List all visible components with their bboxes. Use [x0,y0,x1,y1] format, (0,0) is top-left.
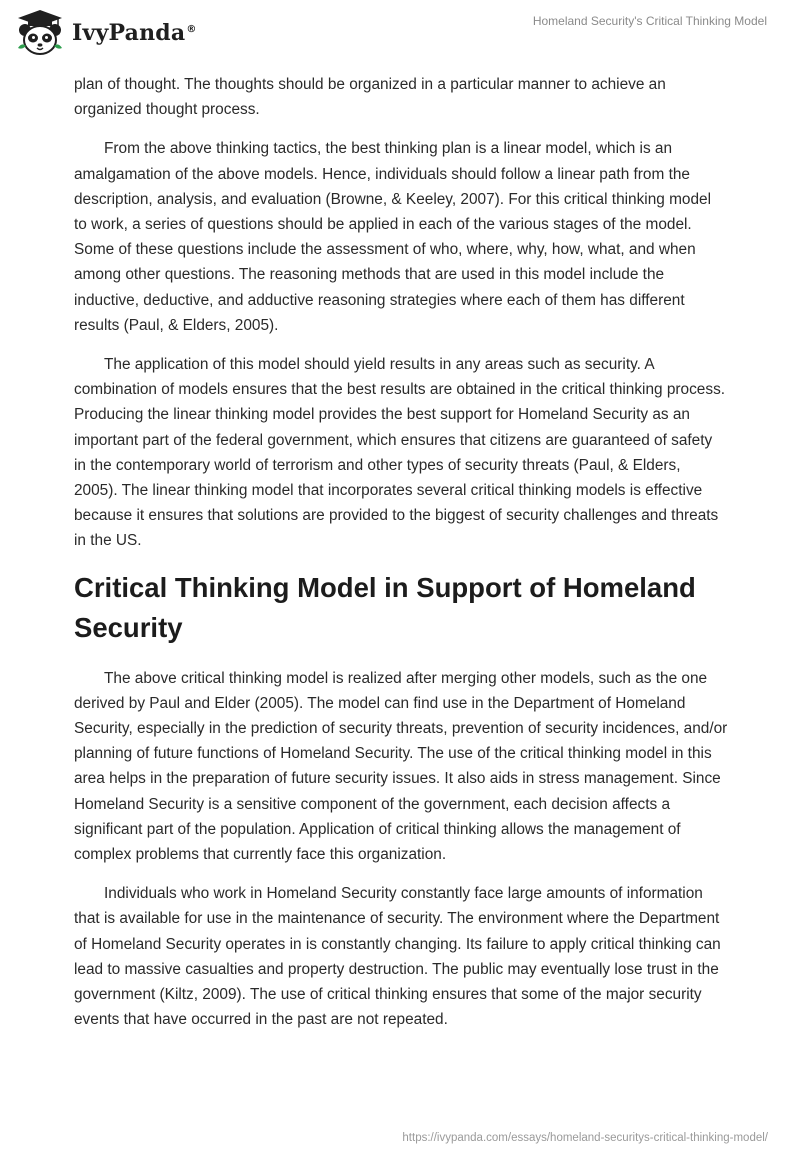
paragraph: The application of this model should yield results in any areas such as security. A combination of models ensures that the best results are obtained in the critical thinking process. Producing the linear thinking model provides the best support for Homeland Security as an important part of the federal government, which ensures that citizens are guaranteed of safety in the contemporary world of terrorism and other types of security threats (Paul, & Elders, 2005). The linear thinking model that incorporates several critical thinking models is effective because it ensures that solutions are provided to the biggest of security challenges and threats in the US. [74,356,726,550]
paragraph: Individuals who work in Homeland Security constantly face large amounts of information that is available for use in the maintenance of security. The environment where the Department of Homeland Security operates in is constantly changing. Its failure to apply critical thinking can lead to massive casualties and property destruction. The public may eventually lose trust in the government (Kiltz, 2009). The use of critical thinking ensures that some of the major security events that have occurred in the past are not repeated. [74,885,721,1029]
section-heading: Critical Thinking Model in Support of Homeland Security [74,571,696,643]
paragraph: The above critical thinking model is realized after merging other models, such as the one derived by Paul and Elder (2005). The model can find use in the Department of Homeland Security, especially in the prediction of security threats, prevention of security incidences, and/or planning of future functions of Homeland Security. The use of the critical thinking model in this area helps in the preparation of future security issues. It also aids in stress management. Since Homeland Security is a sensitive component of the government, each decision affects a significant part of the population. Application of critical thinking allows the management of complex problems that currently face this organization. [74,669,728,864]
document-title: Homeland Security's Critical Thinking Model [532,14,767,28]
brand-logo[interactable] [14,8,197,58]
paragraph: From the above thinking tactics, the best thinking plan is a linear model, which is an amalgamation of the above models. Hence, individuals should follow a linear path from the description, analysis, and evaluation (Browne, & Keeley, 2007). For this critical thinking model to work, a series of questions should be applied in each of the various stages of the model. Some of these questions include the assessment of who, where, why, how, what, and when among other questions. The reasoning methods that are used in this model include the inductive, deductive, and adductive reasoning strategies where each of them has different results (Paul, & Elders, 2005). [74,140,712,334]
paragraph: plan of thought. The thoughts should be organized in a particular manner to achieve an organized thought process. [74,76,666,119]
panda-graduate-icon [14,8,66,58]
brand-name: IvyPanda® [72,20,197,46]
source-url[interactable]: https://ivypanda.com/essays/homeland-securitys-critical-thinking-model/ [402,1132,768,1144]
article-body [74,72,728,1047]
page-header [0,0,800,66]
